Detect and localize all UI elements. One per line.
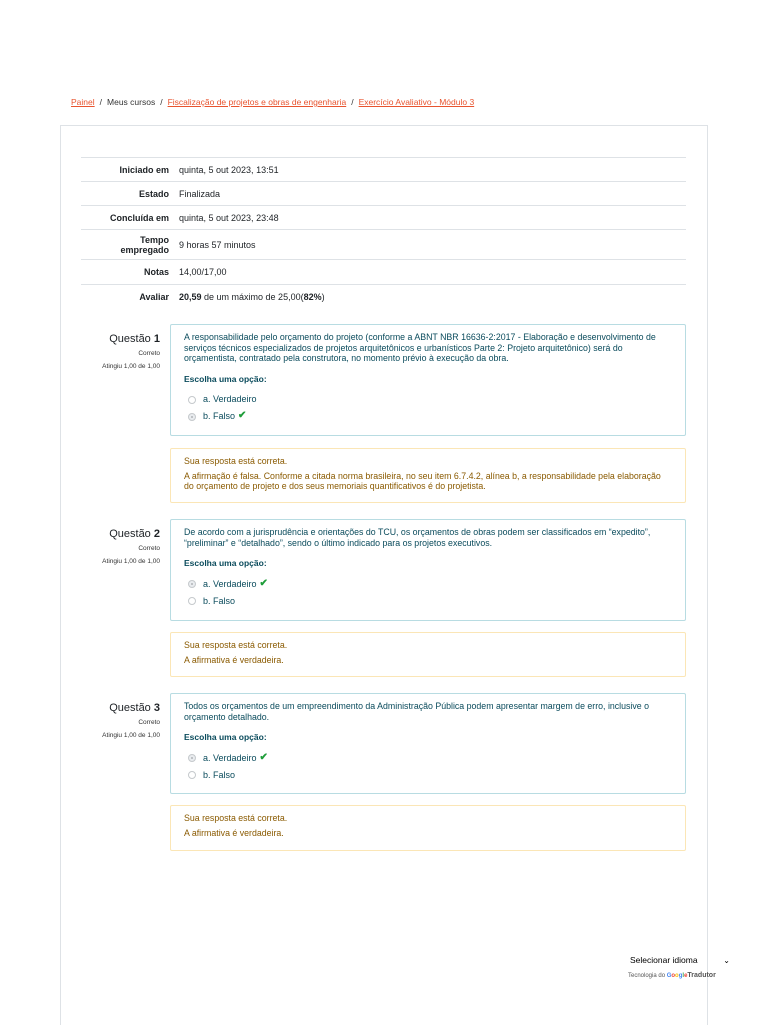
question-text: Todos os orçamentos de um empreendimento da Administração Pública podem apresentar margem de erro, inclusive o orçamento detalhado. [184, 701, 650, 722]
radio-button-selected[interactable] [188, 413, 196, 421]
question-number-value: 3 [153, 702, 160, 714]
breadcrumb-link-course[interactable]: Fiscalização de projetos e obras de engenharia [167, 97, 347, 107]
summary-row-state [81, 182, 686, 206]
question-grade: Atingiu 1,00 de 1,00 [102, 363, 160, 370]
summary-label: Estado [138, 188, 169, 199]
question-number-value: 2 [153, 528, 160, 540]
summary-value: quinta, 5 out 2023, 13:51 [179, 164, 279, 175]
feedback-text: A afirmação é falsa. Conforme a citada norma brasileira, no seu item 6.7.4.2, alínea b, a responsabilidade pela elaboração do orçamento de projeto e dos seus memoriais quantificativos é do projetista. [184, 470, 661, 491]
question-number [80, 528, 160, 540]
radio-button[interactable] [188, 771, 196, 779]
google-translate-attribution [628, 972, 716, 979]
question-info [80, 528, 160, 565]
summary-label: Notas [143, 267, 169, 277]
google-logo: Google [666, 973, 688, 979]
answer-option[interactable] [184, 391, 672, 408]
summary-label: Concluída em [109, 212, 169, 223]
answer-option[interactable] [184, 408, 672, 425]
summary-value [179, 285, 686, 309]
radio-button-selected[interactable] [188, 580, 196, 588]
feedback-title: Sua resposta está correta. [184, 456, 288, 466]
answer-option-label: b. Falso [203, 411, 236, 422]
attempt-summary-table [81, 157, 686, 309]
question-number [80, 333, 160, 345]
answer-prompt: Escolha uma opção: [184, 558, 267, 568]
answer-option[interactable] [184, 767, 672, 784]
question-formulation [170, 519, 686, 621]
answer-option-label: a. Verdadeiro [203, 752, 257, 763]
answer-option-label: a. Verdadeiro [203, 578, 257, 589]
answer-option[interactable] [184, 593, 672, 610]
summary-row-completed [81, 206, 686, 230]
summary-label-line: empregado [120, 244, 169, 255]
question-info [80, 333, 160, 370]
radio-button-selected[interactable] [188, 754, 196, 762]
radio-button[interactable] [188, 597, 196, 605]
summary-value: quinta, 5 out 2023, 23:48 [179, 212, 279, 223]
question-label: Questão [109, 333, 151, 345]
question-state: Correto [138, 719, 160, 726]
feedback-title: Sua resposta está correta. [184, 813, 288, 823]
question-state: Correto [138, 350, 160, 357]
summary-label: Avaliar [139, 291, 169, 302]
feedback-text: A afirmativa é verdadeira. [184, 827, 284, 838]
breadcrumb-separator: / [160, 97, 163, 107]
grade-score: 20,59 [179, 291, 202, 302]
summary-label: Iniciado em [119, 164, 169, 175]
question-number-value: 1 [153, 333, 160, 345]
question-state: Correto [138, 545, 160, 552]
summary-value: 14,00/17,00 [179, 267, 227, 277]
question-formulation [170, 693, 686, 794]
summary-row-grade [81, 285, 686, 309]
feedback-title: Sua resposta está correta. [184, 640, 288, 650]
summary-row-time [81, 230, 686, 260]
question-label: Questão [109, 528, 151, 540]
language-select-label: Selecionar idioma [630, 955, 698, 965]
language-select[interactable] [630, 955, 730, 965]
breadcrumb-separator: / [351, 97, 354, 107]
breadcrumb-link-quiz[interactable]: Exercício Avaliativo - Módulo 3 [358, 97, 475, 107]
powered-prefix: Tecnologia do [628, 973, 666, 979]
grade-percent: 82% [303, 291, 322, 302]
question-feedback [170, 805, 686, 851]
summary-label [81, 230, 179, 260]
question-text: A responsabilidade pelo orçamento do projeto (conforme a ABNT NBR 16636-2:2017 - Elaboração e desenvolvimento de serviços técnicos especializados de projetos arquitetônicos e urbanísticos Parte 2: Projeto arquitetônico) será do orçamentista, contratado pela construtora, no momento prévio à execução da obra. [184, 332, 656, 363]
answer-option[interactable] [184, 750, 672, 767]
grade-end: ) [321, 291, 325, 302]
answer-option-label: b. Falso [203, 595, 236, 606]
question-formulation [170, 324, 686, 436]
question-info [80, 702, 160, 739]
check-icon: ✔ [238, 410, 247, 422]
feedback-text: A afirmativa é verdadeira. [184, 654, 284, 665]
summary-row-started [81, 158, 686, 182]
answer-prompt: Escolha uma opção: [184, 373, 267, 384]
question-feedback [170, 632, 686, 677]
summary-label-line: Tempo [140, 234, 169, 245]
question-label: Questão [109, 702, 151, 714]
breadcrumb-link-painel[interactable]: Painel [71, 97, 95, 107]
question-number [80, 702, 160, 714]
question-text: De acordo com a jurisprudência e orientações do TCU, os orçamentos de obras podem ser classificados em “expedito”, “preliminar” e “detalhado”, sendo o último indicado para os projetos executivos. [184, 527, 651, 548]
grade-middle: de um máximo de 25,00( [201, 291, 304, 302]
check-icon: ✔ [259, 751, 268, 763]
question-feedback [170, 448, 686, 503]
breadcrumb [71, 97, 474, 107]
question-grade: Atingiu 1,00 de 1,00 [102, 558, 160, 565]
breadcrumb-item-meus-cursos: Meus cursos [107, 97, 156, 107]
translator-label[interactable]: Tradutor [687, 972, 716, 979]
answer-option[interactable] [184, 576, 672, 593]
summary-row-marks [81, 260, 686, 285]
summary-value: Finalizada [179, 188, 221, 199]
answer-prompt: Escolha uma opção: [184, 732, 267, 742]
question-grade: Atingiu 1,00 de 1,00 [102, 732, 160, 739]
breadcrumb-separator: / [99, 97, 103, 107]
answer-option-label: b. Falso [203, 769, 236, 780]
chevron-down-icon: ⌄ [723, 955, 730, 965]
check-icon: ✔ [259, 577, 268, 589]
radio-button[interactable] [188, 396, 196, 404]
answer-option-label: a. Verdadeiro [203, 394, 257, 405]
summary-value: 9 horas 57 minutos [179, 239, 256, 250]
